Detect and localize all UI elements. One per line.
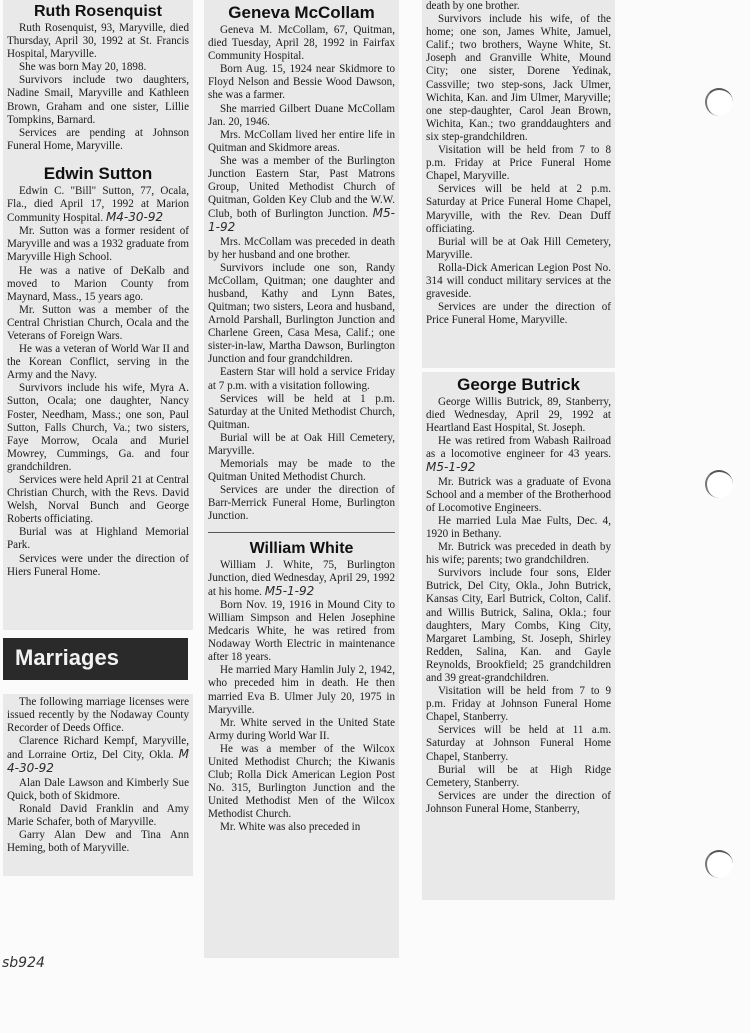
white-cont-para: Survivors include his wife, of the home; one son, James White, Jamuel, Calif.; two brothers, Wayne White, St. Joseph and Granville White, Mound City; one sister, Dorene Yedinak, Cassville; two step-sons, Jack Ulmer, Wichita, Kan. and Jim Ulmer, Maryville; one step-daughter, Carol Jean Brown, Wichita, Kan.; two granddaughters and six step-grandchildren. xyxy=(426,13,611,143)
obit-name-william: William White xyxy=(249,539,354,557)
edwin-para: Services were under the direction of Hiers Funeral Home. xyxy=(7,552,189,578)
edwin-lead-text: Edwin C. "Bill" Sutton, 77, Ocala, Fla., died April 17, 1992 at Marion Community Hospital. xyxy=(7,184,189,225)
george-para: He married Lula Mae Fults, Dec. 4, 1920 in Bethany. xyxy=(426,514,611,540)
obit-name-edwin: Edwin Sutton xyxy=(43,163,153,183)
george-para: Survivors include four sons, Elder Butrick, Del City, Okla., John Butrick, Kansas City, Earl Butrick, Colton, Calif. and Willis Butrick, Salina, Okla.; four daughters, Mary Combs, King City, Margaret Lambing, St. Joseph, Shirley Redden, Salina, Kan. and Gayle Reynolds, Brookfield; 25 grandchildren and 39 great-grandchildren. xyxy=(426,567,611,684)
handwritten-date-note: M4-30-92 xyxy=(105,210,164,225)
white-cont-first: death by one brother. xyxy=(426,0,520,12)
obit-body-geneva xyxy=(208,24,395,524)
edwin-para: Survivors include his wife, Myra A. Sutton, Ocala; one daughter, Nancy Foster, Needham, Mass.; one son, Paul Sutton, Falls Church, Va.; two sisters, Faye Morrow, Ocala and Muriel Mowrey, Cummings, Ga. and four grandchildren. xyxy=(7,382,189,473)
geneva-para: Memorials may be made to the Quitman United Methodist Church. xyxy=(208,458,395,484)
william-lead-text: William J. White, 75, Burlington Junction, died Wednesday, April 29, 1992 at his home. xyxy=(208,558,395,598)
clipping-white-continued xyxy=(422,0,615,368)
binder-hole xyxy=(705,470,733,498)
george-para: Burial will be at High Ridge Cemetery, Stanberry. xyxy=(426,763,611,789)
white-cont-para: Services are under the direction of Price Funeral Home, Maryville. xyxy=(426,301,611,327)
edwin-para: Services were held April 21 at Central Christian Church, with the Revs. David Welsh, Norval Bunch and George Roberts officiating. xyxy=(7,474,189,526)
george-para: Visitation will be held from 7 to 9 p.m. Friday at Johnson Funeral Home Chapel, Stanberry. xyxy=(426,685,611,724)
white-cont-para: Services will be held at 2 p.m. Saturday at Price Funeral Home Chapel, Maryville, with the Rev. Dean Duff officiating. xyxy=(426,183,611,235)
edwin-para: He was a native of DeKalb and moved to Marion County from Maynard, Mass., 15 years ago. xyxy=(7,264,189,303)
edwin-para: Burial was at Highland Memorial Park. xyxy=(7,526,189,552)
william-para: Mr. White was also preceded in xyxy=(220,821,361,834)
geneva-para xyxy=(208,155,395,236)
handwritten-date-note: M5-1-92 xyxy=(426,460,476,475)
ruth-para: Survivors include two daughters, Nadine Smail, Maryville and Kathleen Brown, Graham and one sister, Lillie Tompkins, Barnard. xyxy=(7,74,189,126)
clipping-ruth-edwin xyxy=(3,0,193,630)
handwritten-date-note: M5-1-92 xyxy=(264,583,315,598)
geneva-para: Geneva M. McCollam, 67, Quitman, died Tuesday, April 28, 1992 in Fairfax Community Hospital. xyxy=(208,24,395,63)
george-para: Mr. Butrick was preceded in death by his wife; parents; two grandchildren. xyxy=(426,541,611,567)
william-para: He married Mary Hamlin July 2, 1942, who preceded him in death. He then married Eva B. Ulmer July 20, 1975 in Maryville. xyxy=(208,664,395,716)
william-para: Born Nov. 19, 1916 in Mound City to William Simpson and Helen Josephine Medcaris White, he was retired from Nodaway Worth Electric in maintenance after 18 years. xyxy=(208,598,395,664)
marriage-entry xyxy=(7,735,189,776)
geneva-para: Services will be held at 1 p.m. Saturday at the United Methodist Church, Quitman. xyxy=(208,392,395,431)
george-para: Services are under the direction of Johnson Funeral Home, Stanberry, xyxy=(426,789,611,815)
william-lead xyxy=(208,559,395,599)
obit-body-william xyxy=(208,559,395,835)
marriage-entry: Ronald David Franklin and Amy Marie Schafer, both of Maryville. xyxy=(7,802,189,828)
marriages-intro: The following marriage licenses were issued recently by the Nodaway County Recorder of Deeds Office. xyxy=(7,696,189,735)
column-rule xyxy=(208,532,395,533)
george-para: George Willis Butrick, 89, Stanberry, died Wednesday, April 29, 1992 at Heartland East Hospital, St. Joseph. xyxy=(426,396,611,435)
geneva-para: Services are under the direction of Barr-Merrick Funeral Home, Burlington Junction. xyxy=(208,484,395,523)
ruth-para: Services are pending at Johnson Funeral Home, Maryville. xyxy=(7,126,189,152)
obit-body-ruth xyxy=(7,22,189,153)
edwin-para: He was a veteran of World War II and the Korean Conflict, serving in the Army and the Navy. xyxy=(7,343,189,382)
ruth-para: Ruth Rosenquist, 93, Maryville, died Thursday, April 30, 1992 at St. Francis Hospital, Maryville. xyxy=(7,22,189,61)
obit-body-george xyxy=(426,396,611,816)
edwin-para: Mr. Sutton was a former resident of Maryville and was a 1932 graduate from Maryville High School. xyxy=(7,225,189,264)
obit-body-white-continued xyxy=(426,0,611,327)
george-para-text: He was retired from Wabash Railroad as a locomotive engineer for 43 years. xyxy=(426,435,611,461)
george-para xyxy=(426,435,611,475)
george-para: Mr. Butrick was a graduate of Evona School and a member of the Brotherhood of Locomotive Engineers. xyxy=(426,475,611,514)
geneva-para-text: She was a member of the Burlington Junction Eastern Star, Past Matrons Group, United Methodist Church of Quitman, Golden Key Club and the W.W. Club, both of Burlington Junction. xyxy=(208,154,395,221)
obit-name-ruth: Ruth Rosenquist xyxy=(34,3,162,20)
white-cont-para: Visitation will be held from 7 to 8 p.m. Friday at Price Funeral Home Chapel, Maryville. xyxy=(426,144,611,183)
edwin-para: Mr. Sutton was a member of the Central Christian Church, Ocala and the Veterans of Foreign Wars. xyxy=(7,303,189,342)
archive-tag: sb924 xyxy=(2,955,45,971)
geneva-para: Born Aug. 15, 1924 near Skidmore to Floyd Nelson and Bessie Wood Dawson, she was a farmer. xyxy=(208,63,395,102)
george-para: Services will be held at 11 a.m. Saturday at Johnson Funeral Home Chapel, Stanberry. xyxy=(426,724,611,763)
binder-hole xyxy=(705,88,733,116)
william-para: Mr. White served in the United State Army during World War II. xyxy=(208,716,395,742)
clipping-marriages xyxy=(3,694,193,876)
handwritten-date-note: M5-1-92 xyxy=(208,206,395,235)
clipping-geneva-william xyxy=(204,0,399,958)
william-para: He was a member of the Wilcox United Methodist Church; the Kiwanis Club; Rolla Dick American Legion Post No. 315, Burlington Junction and the United Methodist Men of the Wilcox Methodist Church. xyxy=(208,742,395,821)
geneva-para: Survivors include one son, Randy McCollam, Quitman; one daughter and husband, Kathy and Lynn Bates, Quitman; two sisters, Leora and husband, Arnold Parshall, Burlington Junction and Charlene Green, Casa Mesa, Calif.; one sister-in-law, Martha Dawson, Burlington Junction and four grandchildren. xyxy=(208,261,395,366)
geneva-para: Mrs. McCollam was preceded in death by her husband and one brother. xyxy=(208,235,395,261)
ruth-para: She was born May 20, 1898. xyxy=(19,61,147,74)
obit-body-edwin xyxy=(7,185,189,579)
edwin-lead xyxy=(7,185,189,225)
marriage-entry: Garry Alan Dew and Tina Ann Heming, both of Maryville. xyxy=(7,828,189,855)
binder-hole xyxy=(705,850,733,878)
white-cont-para: Rolla-Dick American Legion Post No. 314 will conduct military services at the graveside. xyxy=(426,261,611,301)
geneva-para: Eastern Star will hold a service Friday at 7 p.m. with a visitation following. xyxy=(208,366,395,392)
marriages-banner: Marriages xyxy=(3,638,188,680)
obit-name-geneva: Geneva McCollam xyxy=(228,3,375,22)
marriage-entry: Alan Dale Lawson and Kimberly Sue Quick, both of Skidmore. xyxy=(7,776,189,802)
white-cont-para: Burial will be at Oak Hill Cemetery, Maryville. xyxy=(426,235,611,261)
marriages-body xyxy=(7,696,189,855)
handwritten-date-note: M 4-30-92 xyxy=(7,747,189,776)
obit-name-george: George Butrick xyxy=(457,375,580,394)
geneva-para: Mrs. McCollam lived her entire life in Quitman and Skidmore areas. xyxy=(208,128,395,154)
geneva-para: Burial will be at Oak Hill Cemetery, Maryville. xyxy=(208,431,395,457)
geneva-para: She married Gilbert Duane McCollam Jan. 20, 1946. xyxy=(208,102,395,128)
marriage-entry-text: Clarence Richard Kempf, Maryville, and Lorraine Ortiz, Del City, Okla. xyxy=(7,735,189,762)
clipping-george xyxy=(422,372,615,900)
